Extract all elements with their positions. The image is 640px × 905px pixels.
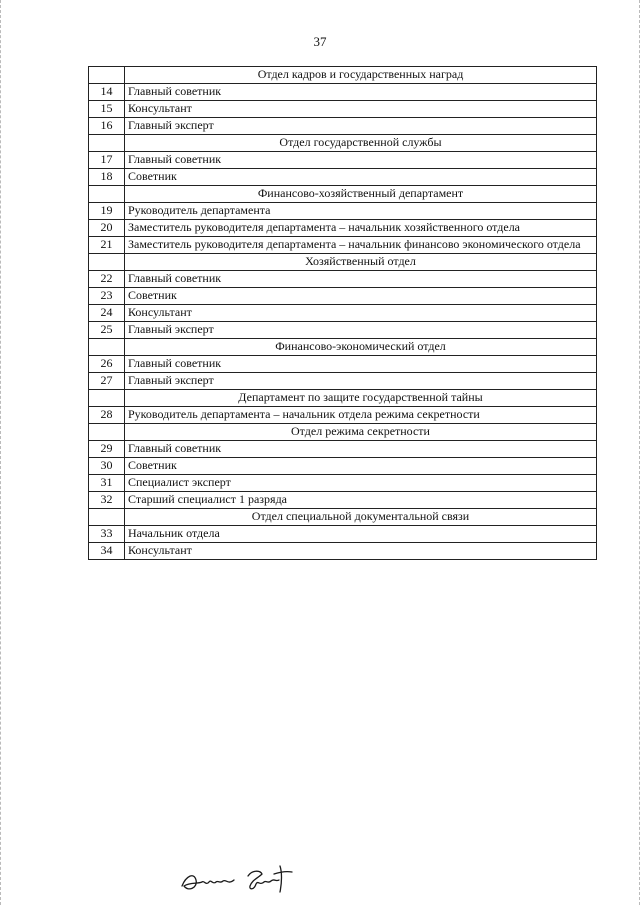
table-row — [89, 407, 597, 424]
position-title: Главный советник — [125, 441, 597, 458]
row-number: 34 — [89, 543, 125, 560]
section-header-row — [89, 67, 597, 84]
section-number-cell — [89, 509, 125, 526]
section-title: Финансово-хозяйственный департамент — [125, 186, 597, 203]
row-number: 24 — [89, 305, 125, 322]
position-title: Консультант — [125, 101, 597, 118]
row-number: 30 — [89, 458, 125, 475]
row-number: 31 — [89, 475, 125, 492]
table-row — [89, 305, 597, 322]
position-title: Начальник отдела — [125, 526, 597, 543]
position-title: Руководитель департамента — [125, 203, 597, 220]
table-row — [89, 152, 597, 169]
table-row — [89, 543, 597, 560]
section-header-row — [89, 390, 597, 407]
table-row — [89, 203, 597, 220]
position-title: Главный эксперт — [125, 322, 597, 339]
table-row — [89, 271, 597, 288]
row-number: 17 — [89, 152, 125, 169]
table-row — [89, 526, 597, 543]
row-number: 32 — [89, 492, 125, 509]
position-title: Главный советник — [125, 271, 597, 288]
position-title: Советник — [125, 169, 597, 186]
section-title: Отдел специальной документальной связи — [125, 509, 597, 526]
row-number: 25 — [89, 322, 125, 339]
row-number: 33 — [89, 526, 125, 543]
section-title: Отдел государственной службы — [125, 135, 597, 152]
scan-edge-left — [0, 0, 5, 905]
section-number-cell — [89, 135, 125, 152]
table-row — [89, 492, 597, 509]
positions-table-body — [89, 67, 597, 560]
position-title: Консультант — [125, 543, 597, 560]
table-row — [89, 322, 597, 339]
section-title: Хозяйственный отдел — [125, 254, 597, 271]
table-row — [89, 84, 597, 101]
table-row — [89, 475, 597, 492]
row-number: 18 — [89, 169, 125, 186]
section-header-row — [89, 424, 597, 441]
section-number-cell — [89, 339, 125, 356]
positions-table — [88, 66, 597, 560]
table-row — [89, 356, 597, 373]
section-title: Отдел кадров и государственных наград — [125, 67, 597, 84]
position-title: Консультант — [125, 305, 597, 322]
page-number: 37 — [313, 34, 327, 49]
table-row — [89, 458, 597, 475]
table-row — [89, 373, 597, 390]
row-number: 15 — [89, 101, 125, 118]
row-number: 21 — [89, 237, 125, 254]
position-title: Главный советник — [125, 84, 597, 101]
row-number: 20 — [89, 220, 125, 237]
row-number: 29 — [89, 441, 125, 458]
position-title: Советник — [125, 458, 597, 475]
position-title: Руководитель департамента – начальник отдела режима секретности — [125, 407, 597, 424]
section-number-cell — [89, 254, 125, 271]
row-number: 23 — [89, 288, 125, 305]
signature — [176, 862, 306, 896]
position-title: Старший специалист 1 разряда — [125, 492, 597, 509]
row-number: 27 — [89, 373, 125, 390]
table-row — [89, 220, 597, 237]
position-title: Главный эксперт — [125, 373, 597, 390]
section-title: Отдел режима секретности — [125, 424, 597, 441]
section-header-row — [89, 186, 597, 203]
section-number-cell — [89, 390, 125, 407]
section-title: Департамент по защите государственной тайны — [125, 390, 597, 407]
table-row — [89, 101, 597, 118]
table-row — [89, 441, 597, 458]
section-header-row — [89, 339, 597, 356]
position-title: Советник — [125, 288, 597, 305]
row-number: 26 — [89, 356, 125, 373]
table-row — [89, 237, 597, 254]
row-number: 16 — [89, 118, 125, 135]
position-title: Заместитель руководителя департамента – начальник финансово экономического отдела — [125, 237, 597, 254]
table-row — [89, 118, 597, 135]
table-row — [89, 169, 597, 186]
position-title: Специалист эксперт — [125, 475, 597, 492]
section-header-row — [89, 509, 597, 526]
scan-edge-right — [635, 0, 640, 905]
position-title: Главный советник — [125, 356, 597, 373]
section-number-cell — [89, 424, 125, 441]
row-number: 19 — [89, 203, 125, 220]
row-number: 22 — [89, 271, 125, 288]
position-title: Главный эксперт — [125, 118, 597, 135]
section-number-cell — [89, 67, 125, 84]
position-title: Главный советник — [125, 152, 597, 169]
row-number: 28 — [89, 407, 125, 424]
section-title: Финансово-экономический отдел — [125, 339, 597, 356]
position-title: Заместитель руководителя департамента – начальник хозяйственного отдела — [125, 220, 597, 237]
section-header-row — [89, 254, 597, 271]
section-header-row — [89, 135, 597, 152]
table-row — [89, 288, 597, 305]
row-number: 14 — [89, 84, 125, 101]
section-number-cell — [89, 186, 125, 203]
